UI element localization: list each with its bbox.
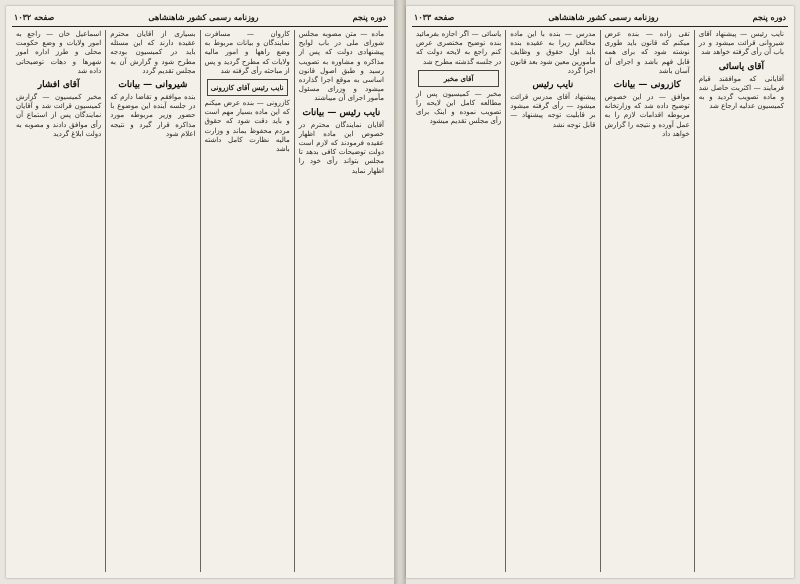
text-column: [600, 30, 694, 572]
column-text: آقایانی که موافقند قیام فرمایند — اکثریت حاصل شد و ماده تصویب گردید و به کمیسیون عدلیه ارجاع شد: [698, 74, 784, 111]
column-text: پیشنهاد آقای مدرس قرائت میشود — رأی گرفته میشود بر قابلیت توجه پیشنهاد — قابل توجه نشد: [510, 93, 596, 129]
left-page-header: [14, 10, 386, 24]
book-gutter: [394, 0, 406, 584]
text-column: [12, 30, 105, 572]
column-text: مدرس — بنده با این ماده مخالفم زیرا به عقیده بنده باید اول حقوق و وظایف مأمورین معین شود بعد قانون اجرا گردد: [510, 30, 596, 75]
left-header-section: دوره پنجم: [352, 12, 386, 22]
text-column: [200, 30, 294, 572]
column-text: اسماعیل خان — راجع به امور ولایات و وضع حکومت محلی و طرز اداره امور شهرها و دهات توضیحاتی داده شد: [16, 30, 102, 75]
column-text: آقایان نمایندگان محترم در خصوص این ماده اظهار عقیده فرمودند که لازم است دولت توضیحات کافی بدهد تا مجلس بتواند رأی خود را اظهار نماید: [298, 120, 384, 175]
text-column: [294, 30, 388, 572]
column-heading: کازرونی — بیانات: [613, 80, 681, 91]
left-page-columns: [12, 30, 388, 572]
text-column: [105, 30, 199, 572]
column-text: کازرونی — بنده عرض میکنم که این ماده بسیار مهم است و باید دقت شود که حقوق مردم محفوظ بماند و وزارت مالیه نظارت کامل داشته باشد: [204, 99, 290, 154]
column-text: موافق — در این خصوص توضیح داده شد که وزارتخانه مربوطه اقدامات لازم را به عمل آورده و نتیجه را گزارش خواهد داد: [604, 93, 690, 138]
boxed-title: نایب رئیس آقای کازرونی: [207, 79, 288, 96]
column-text: مخبر — کمیسیون پس از مطالعه کامل این لایحه را تصویب نموده و اینک برای رأی مجلس تقدیم میشود: [416, 89, 502, 126]
header-rule: [12, 26, 388, 27]
left-page: [6, 6, 394, 578]
column-text: کاروان — مسافرت نمایندگان و بیانات مربوط به وضع راهها و امور مالیه ولایات که مطرح گردید و پس از مباحثه رأی گرفته شد: [204, 30, 290, 75]
left-header-title: روزنامه رسمی کشور شاهنشاهی: [148, 12, 259, 22]
column-heading: نایب رئیس — بیانات: [302, 107, 381, 118]
column-heading: شیروانی — بیانات: [118, 80, 188, 91]
text-column: [694, 30, 788, 572]
right-header-section: دوره پنجم: [752, 12, 786, 22]
right-header-page-number: صفحه ۱۰۳۳: [414, 12, 455, 22]
text-column: [505, 30, 599, 572]
column-text: بسیاری از آقایان محترم عقیده دارند که این مسئله باید در کمیسیون بودجه مطرح شود و گزارش آن به مجلس تقدیم گردد: [110, 30, 196, 75]
text-column: [412, 30, 505, 572]
left-header-page-number: صفحه ۱۰۳۲: [14, 12, 55, 22]
boxed-title: آقای مخبر: [418, 70, 499, 87]
right-page: [406, 6, 794, 578]
right-page-header: [414, 10, 786, 24]
header-rule: [412, 26, 788, 27]
right-page-columns: [412, 30, 788, 572]
column-text: یاسائی — اگر اجازه بفرمائید بنده توضیح مختصری عرض کنم راجع به لایحه دولت که در جلسه گذشته مطرح شد: [416, 30, 502, 66]
column-heading: آقای افشار: [37, 80, 80, 91]
column-text: تقی زاده — بنده عرض میکنم که قانون باید طوری نوشته شود که برای همه قابل فهم باشد و اجرای آن آسان باشد: [604, 30, 690, 75]
column-text: ماده — متن مصوبه مجلس شورای ملی در باب لوایح پیشنهادی دولت که پس از مذاکره و مشاوره به تصویب رسید و طبق اصول قانون اساسی به موقع اجرا گذارده میشود و وزرای مسئول مأمور اجرای آن میباشند: [298, 30, 384, 103]
column-text: مخبر کمیسیون — گزارش کمیسیون قرائت شد و آقایان نمایندگان پس از استماع آن رأی موافق دادند و مصوبه به دولت ابلاغ گردید: [16, 93, 102, 138]
column-text: نایب رئیس — پیشنهاد آقای شیروانی قرائت میشود و در باب آن رأی گرفته خواهد شد: [698, 30, 784, 57]
column-heading: نایب رئیس: [532, 80, 574, 91]
column-heading: آقای یاسائی: [718, 61, 764, 72]
right-header-title: روزنامه رسمی کشور شاهنشاهی: [548, 12, 659, 22]
column-text: بنده موافقم و تقاضا دارم که در جلسه آینده این موضوع با حضور وزیر مربوطه مورد مذاکره قرار گیرد و نتیجه اعلام شود: [110, 93, 196, 138]
